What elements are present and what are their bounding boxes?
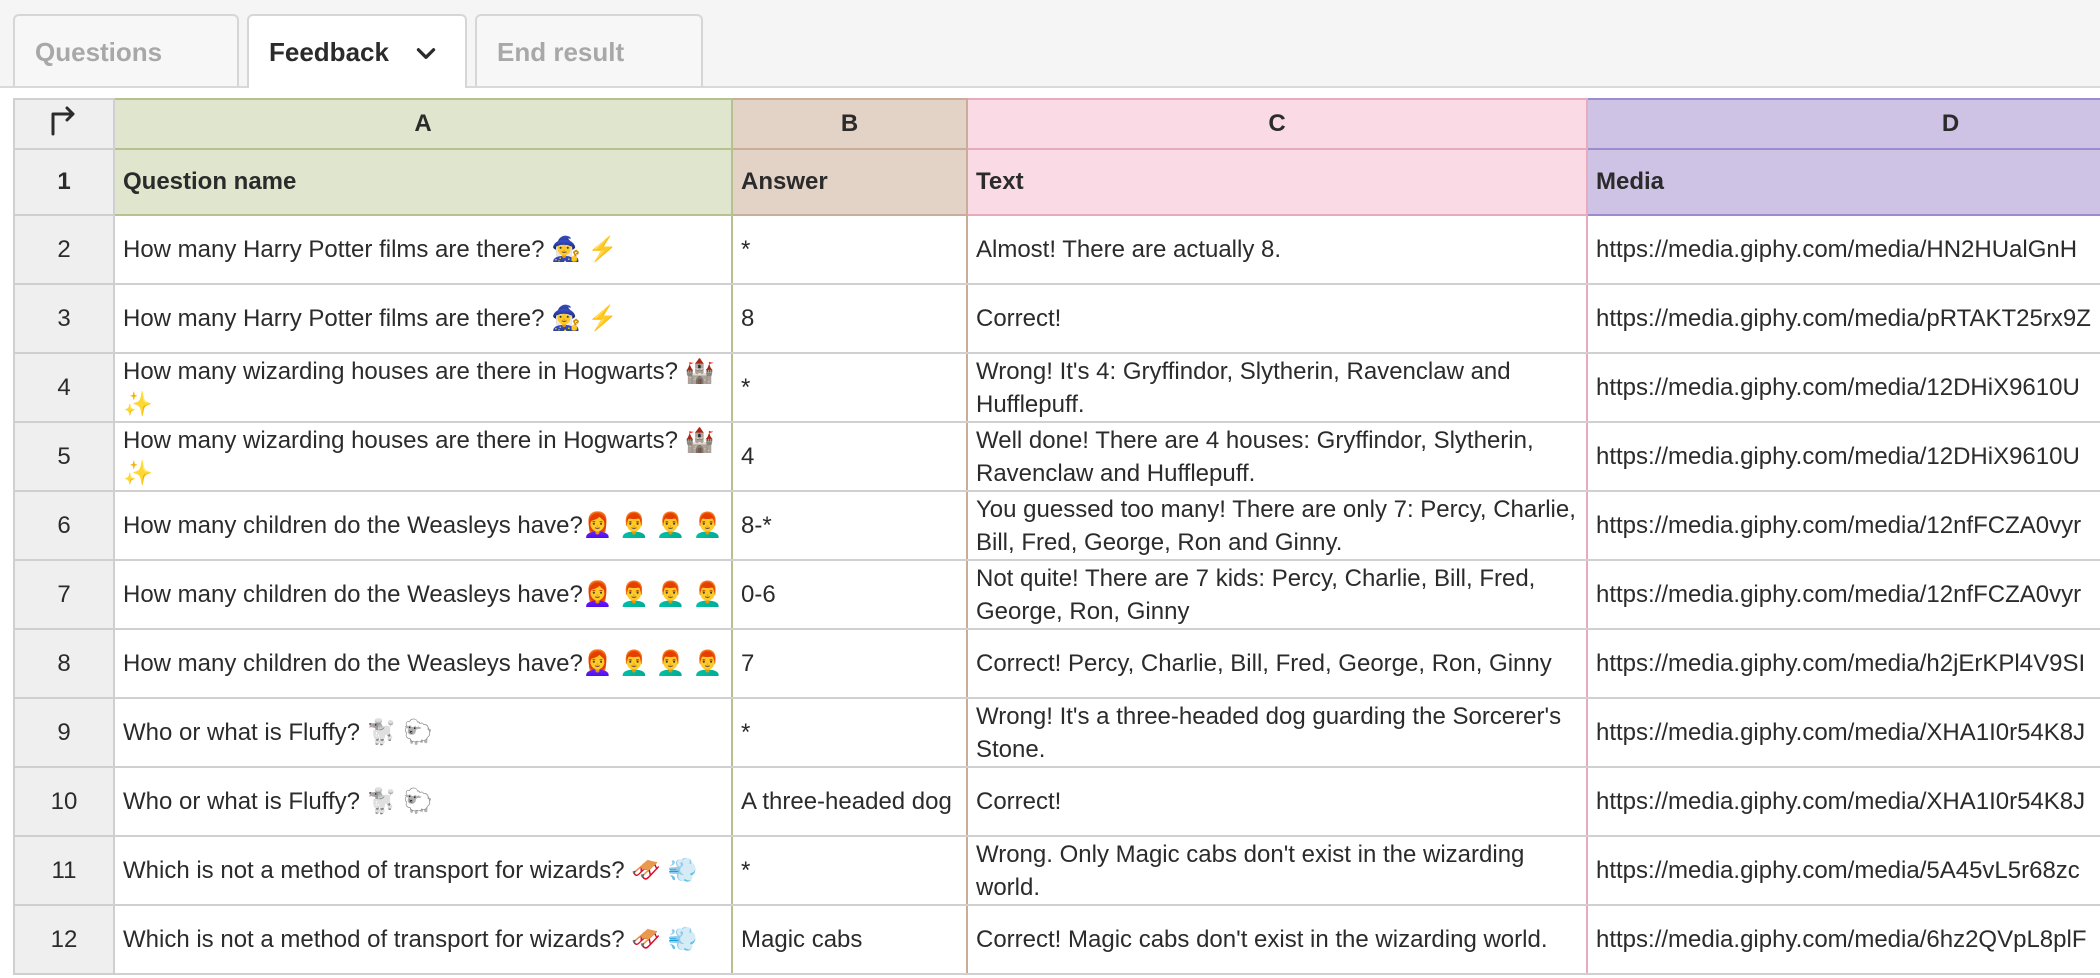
question-cell[interactable]: Who or what is Fluffy? 🐩 🐑 <box>114 767 732 836</box>
header-cell-media[interactable]: Media <box>1587 149 2100 215</box>
table-row <box>14 491 2100 560</box>
column-header-d[interactable]: D <box>1587 99 2100 149</box>
column-header-b[interactable]: B <box>732 99 967 149</box>
media-cell[interactable]: https://media.giphy.com/media/12DHiX9610U <box>1587 353 2100 422</box>
answer-cell[interactable]: Magic cabs <box>732 905 967 974</box>
tab-questions[interactable] <box>13 14 239 86</box>
header-cell-answer[interactable]: Answer <box>732 149 967 215</box>
row-number[interactable]: 8 <box>14 629 114 698</box>
media-cell[interactable]: https://media.giphy.com/media/XHA1I0r54K8J <box>1587 698 2100 767</box>
answer-cell[interactable]: 4 <box>732 422 967 491</box>
column-letters-row <box>14 99 2100 149</box>
row-number[interactable]: 9 <box>14 698 114 767</box>
answer-cell[interactable]: * <box>732 215 967 284</box>
table-row <box>14 560 2100 629</box>
media-cell[interactable]: https://media.giphy.com/media/12nfFCZA0vyr <box>1587 491 2100 560</box>
table-row <box>14 422 2100 491</box>
row-number[interactable]: 1 <box>14 149 114 215</box>
question-cell[interactable]: Who or what is Fluffy? 🐩 🐑 <box>114 698 732 767</box>
question-cell[interactable]: How many wizarding houses are there in Hogwarts? 🏰 ✨ <box>114 422 732 491</box>
media-cell[interactable]: https://media.giphy.com/media/HN2HUalGnH <box>1587 215 2100 284</box>
text-cell[interactable]: Wrong! It's 4: Gryffindor, Slytherin, Ravenclaw and Hufflepuff. <box>967 353 1587 422</box>
header-row <box>14 149 2100 215</box>
corner-arrow-icon <box>47 104 81 138</box>
table-row <box>14 836 2100 905</box>
text-cell[interactable]: Wrong. Only Magic cabs don't exist in the wizarding world. <box>967 836 1587 905</box>
header-cell-text[interactable]: Text <box>967 149 1587 215</box>
row-number[interactable]: 3 <box>14 284 114 353</box>
text-cell[interactable]: You guessed too many! There are only 7: Percy, Charlie, Bill, Fred, George, Ron and Ginny. <box>967 491 1587 560</box>
question-cell[interactable]: How many children do the Weasleys have?👩‍🦰 👨‍🦰 👨‍🦰 👨‍🦰 <box>114 629 732 698</box>
spreadsheet-grid <box>13 98 2100 978</box>
row-number[interactable]: 4 <box>14 353 114 422</box>
text-cell[interactable]: Correct! Magic cabs don't exist in the wizarding world. <box>967 905 1587 974</box>
media-cell[interactable]: https://media.giphy.com/media/XHA1I0r54K8J <box>1587 767 2100 836</box>
text-cell[interactable]: Wrong! It's a three-headed dog guarding the Sorcerer's Stone. <box>967 698 1587 767</box>
tab-end-result[interactable] <box>475 14 703 86</box>
answer-cell[interactable]: 8 <box>732 284 967 353</box>
row-number[interactable]: 2 <box>14 215 114 284</box>
question-cell[interactable]: Which is not a method of transport for wizards? 🛷 💨 <box>114 836 732 905</box>
table-row <box>14 353 2100 422</box>
column-header-c[interactable]: C <box>967 99 1587 149</box>
question-cell[interactable]: How many Harry Potter films are there? 🧙‍♀️ ⚡ <box>114 284 732 353</box>
answer-cell[interactable]: * <box>732 698 967 767</box>
table-row <box>14 215 2100 284</box>
answer-cell[interactable]: * <box>732 353 967 422</box>
header-cell-question-name[interactable]: Question name <box>114 149 732 215</box>
text-cell[interactable]: Correct! Percy, Charlie, Bill, Fred, George, Ron, Ginny <box>967 629 1587 698</box>
row-number[interactable]: 12 <box>14 905 114 974</box>
text-cell[interactable]: Not quite! There are 7 kids: Percy, Charlie, Bill, Fred, George, Ron, Ginny <box>967 560 1587 629</box>
media-cell[interactable]: https://media.giphy.com/media/12nfFCZA0vyr <box>1587 560 2100 629</box>
question-cell[interactable]: How many children do the Weasleys have?👩‍🦰 👨‍🦰 👨‍🦰 👨‍🦰 <box>114 560 732 629</box>
row-number[interactable]: 6 <box>14 491 114 560</box>
text-cell[interactable]: Correct! <box>967 284 1587 353</box>
question-cell[interactable]: How many Harry Potter films are there? 🧙‍♀️ ⚡ <box>114 215 732 284</box>
row-number[interactable]: 11 <box>14 836 114 905</box>
sheet-tab-bar <box>0 0 2100 88</box>
answer-cell[interactable]: 7 <box>732 629 967 698</box>
tab-feedback[interactable] <box>247 14 467 88</box>
question-cell[interactable]: How many children do the Weasleys have?👩‍🦰 👨‍🦰 👨‍🦰 👨‍🦰 <box>114 491 732 560</box>
feedback-table <box>13 98 2100 975</box>
answer-cell[interactable]: A three-headed dog <box>732 767 967 836</box>
row-number[interactable]: 5 <box>14 422 114 491</box>
chevron-down-icon[interactable] <box>413 40 439 66</box>
text-cell[interactable]: Well done! There are 4 houses: Gryffindor, Slytherin, Ravenclaw and Hufflepuff. <box>967 422 1587 491</box>
tab-label: Questions <box>35 37 163 67</box>
answer-cell[interactable]: 0-6 <box>732 560 967 629</box>
tab-label: Feedback <box>269 37 389 67</box>
media-cell[interactable]: https://media.giphy.com/media/6hz2QVpL8plF <box>1587 905 2100 974</box>
tab-label: End result <box>497 37 625 67</box>
media-cell[interactable]: https://media.giphy.com/media/12DHiX9610U <box>1587 422 2100 491</box>
answer-cell[interactable]: 8-* <box>732 491 967 560</box>
select-all-corner[interactable] <box>14 99 114 149</box>
text-cell[interactable]: Almost! There are actually 8. <box>967 215 1587 284</box>
row-number[interactable]: 7 <box>14 560 114 629</box>
text-cell[interactable]: Correct! <box>967 767 1587 836</box>
answer-cell[interactable]: * <box>732 836 967 905</box>
table-row <box>14 905 2100 974</box>
table-row <box>14 284 2100 353</box>
row-number[interactable]: 10 <box>14 767 114 836</box>
table-row <box>14 698 2100 767</box>
table-row <box>14 629 2100 698</box>
question-cell[interactable]: How many wizarding houses are there in Hogwarts? 🏰 ✨ <box>114 353 732 422</box>
table-row <box>14 767 2100 836</box>
question-cell[interactable]: Which is not a method of transport for wizards? 🛷 💨 <box>114 905 732 974</box>
media-cell[interactable]: https://media.giphy.com/media/5A45vL5r68zc <box>1587 836 2100 905</box>
column-header-a[interactable]: A <box>114 99 732 149</box>
media-cell[interactable]: https://media.giphy.com/media/h2jErKPl4V9SI <box>1587 629 2100 698</box>
media-cell[interactable]: https://media.giphy.com/media/pRTAKT25rx9Z <box>1587 284 2100 353</box>
